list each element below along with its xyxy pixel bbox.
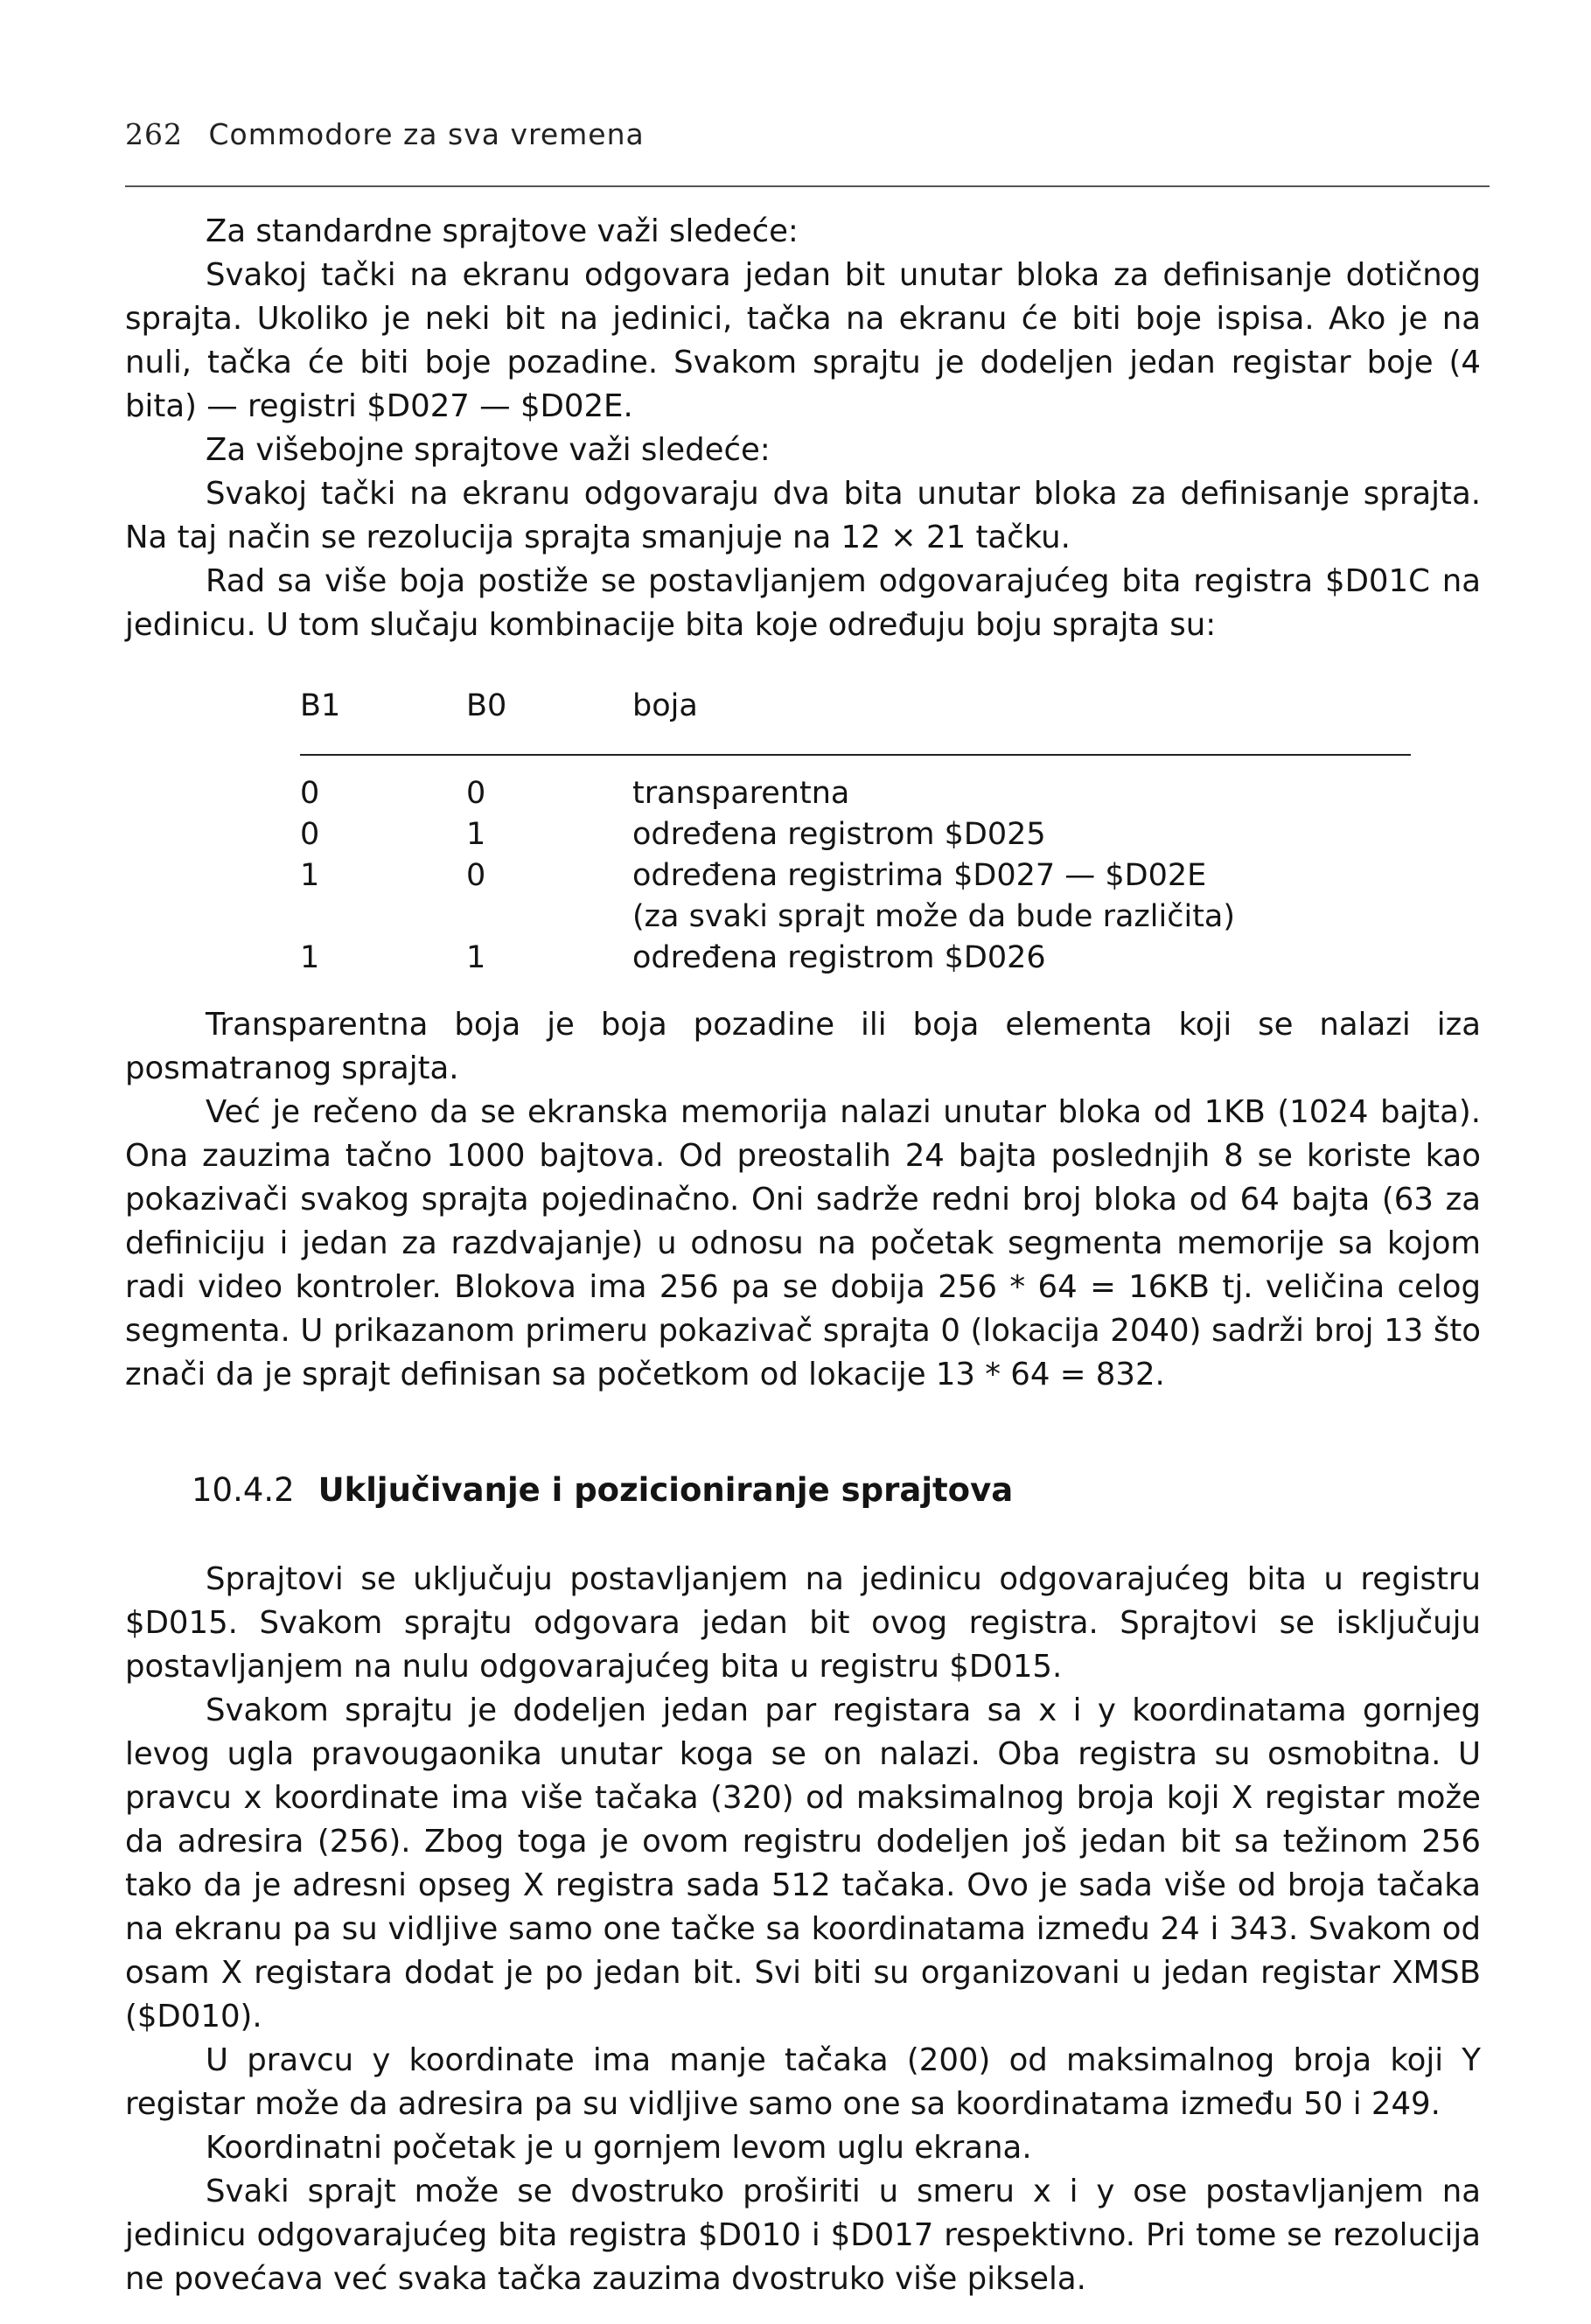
paragraph: Svakoj tački na ekranu odgovaraju dva bita unutar bloka za definisanje sprajta. Na taj način se rezolucija sprajta smanjuje na 12 × 21 tačku. (125, 476, 1481, 555)
table-cell: određena registrom $D025 (632, 817, 1046, 852)
table-cell: transparentna (632, 776, 850, 811)
table-cell: 0 (466, 858, 486, 893)
table-row (300, 814, 1411, 855)
paragraph: Transparentna boja je boja pozadine ili boja elementa koji se nalazi iza posmatranog sprajta. (125, 1007, 1481, 1086)
section-number: 10.4.2 (192, 1471, 295, 1509)
color-bits-table (300, 684, 1411, 979)
table-header-b1: B1 (300, 688, 341, 723)
table-cell: određena registrom $D026 (632, 940, 1046, 975)
table-header-boja: boja (632, 688, 698, 723)
table-row (300, 938, 1411, 979)
paragraph: Za standardne sprajtove važi sledeće: (206, 213, 799, 249)
running-title: Commodore za sva vremena (208, 117, 645, 151)
table-row (300, 855, 1411, 897)
table-cell: određena registrima $D027 — $D02E (632, 858, 1207, 893)
table-cell: 1 (300, 858, 320, 893)
table-cell: 0 (466, 776, 486, 811)
running-head (125, 117, 645, 151)
header-rule (125, 185, 1490, 187)
table-header (300, 684, 1411, 756)
table-cell (466, 897, 632, 938)
paragraph: Svakoj tački na ekranu odgovara jedan bit unutar bloka za definisanje dotičnog sprajta. Ukoliko je neki bit na jedinici, tačka na ekranu će biti boje ispisa. Ako je na nuli, tačka će biti boje pozadine. Svakom sprajtu je dodeljen jedan registar boje (4 bita) — registri $D027 — $D02E. (125, 257, 1481, 424)
section-heading (192, 1469, 1481, 1512)
table-row (300, 773, 1411, 814)
table-cell: (za svaki sprajt može da bude različita) (632, 899, 1236, 934)
table-cell: 0 (300, 817, 320, 852)
table-header-b0: B0 (466, 688, 507, 723)
paragraph: Svaki sprajt može se dvostruko proširiti u smeru x i y ose postavljanjem na jedinicu odgovarajućeg bita registra $D010 i $D017 respektivno. Pri tome se rezolucija ne povećava već svaka tačka zauzima dvostruko više piksela. (125, 2174, 1481, 2297)
table-cell: 1 (466, 817, 486, 852)
paragraph: U pravcu y koordinate ima manje tačaka (200) od maksimalnog broja koji Y registar može da adresira pa su vidljive samo one sa koordinatama između 50 i 249. (125, 2042, 1481, 2122)
table-cell: 1 (300, 940, 320, 975)
paragraph: Već je rečeno da se ekranska memorija nalazi unutar bloka od 1KB (1024 bajta). Ona zauzima tačno 1000 bajtova. Od preostalih 24 bajta poslednjih 8 se koriste kao pokazivači svakog sprajta pojedinačno. Oni sadrže redni broj bloka od 64 bajta (63 za definiciju i jedan za razdvajanje) u odnosu na početak segmenta memorije sa kojom radi video kontroler. Blokova ima 256 pa se dobija 256 * 64 = 16KB tj. veličina celog segmenta. U prikazanom primeru pokazivač sprajta 0 (lokacija 2040) sadrži broj 13 što znači da je sprajt definisan sa početkom od lokacije 13 * 64 = 832. (125, 1094, 1481, 1392)
table-cell: 0 (300, 776, 320, 811)
table-cell (300, 897, 466, 938)
table-cell: 1 (466, 940, 486, 975)
paragraph: Sprajtovi se uključuju postavljanjem na jedinicu odgovarajućeg bita u registru $D015. Svakom sprajtu odgovara jedan bit ovog registra. Sprajtovi se isključuju postavljanjem na nulu odgovarajućeg bita u registru $D015. (125, 1561, 1481, 1685)
section-title: Uključivanje i pozicioniranje sprajtova (318, 1471, 1014, 1509)
table-row (300, 897, 1411, 938)
page-body (125, 210, 1481, 2301)
page-number: 262 (125, 117, 183, 151)
paragraph: Za višebojne sprajtove važi sledeće: (206, 432, 771, 468)
paragraph: Rad sa više boja postiže se postavljanjem odgovarajućeg bita registra $D01C na jedinicu. U tom slučaju kombinacije bita koje određuju boju sprajta su: (125, 563, 1481, 643)
paragraph: Svakom sprajtu je dodeljen jedan par registara sa x i y koordinatama gornjeg levog ugla pravougaonika unutar koga se on nalazi. Oba registra su osmobitna. U pravcu x koordinate ima više tačaka (320) od maksimalnog broja koji X registar može da adresira (256). Zbog toga je ovom registru dodeljen još jedan bit sa težinom 256 tako da je adresni opseg X registra sada 512 tačaka. Ovo je sada više od broja tačaka na ekranu pa su vidljive samo one tačke sa koordinatama između 24 i 343. Svakom od osam X registara dodat je po jedan bit. Svi biti su organizovani u jedan registar XMSB ($D010). (125, 1692, 1481, 2034)
paragraph: Koordinatni početak je u gornjem levom uglu ekrana. (206, 2130, 1032, 2166)
